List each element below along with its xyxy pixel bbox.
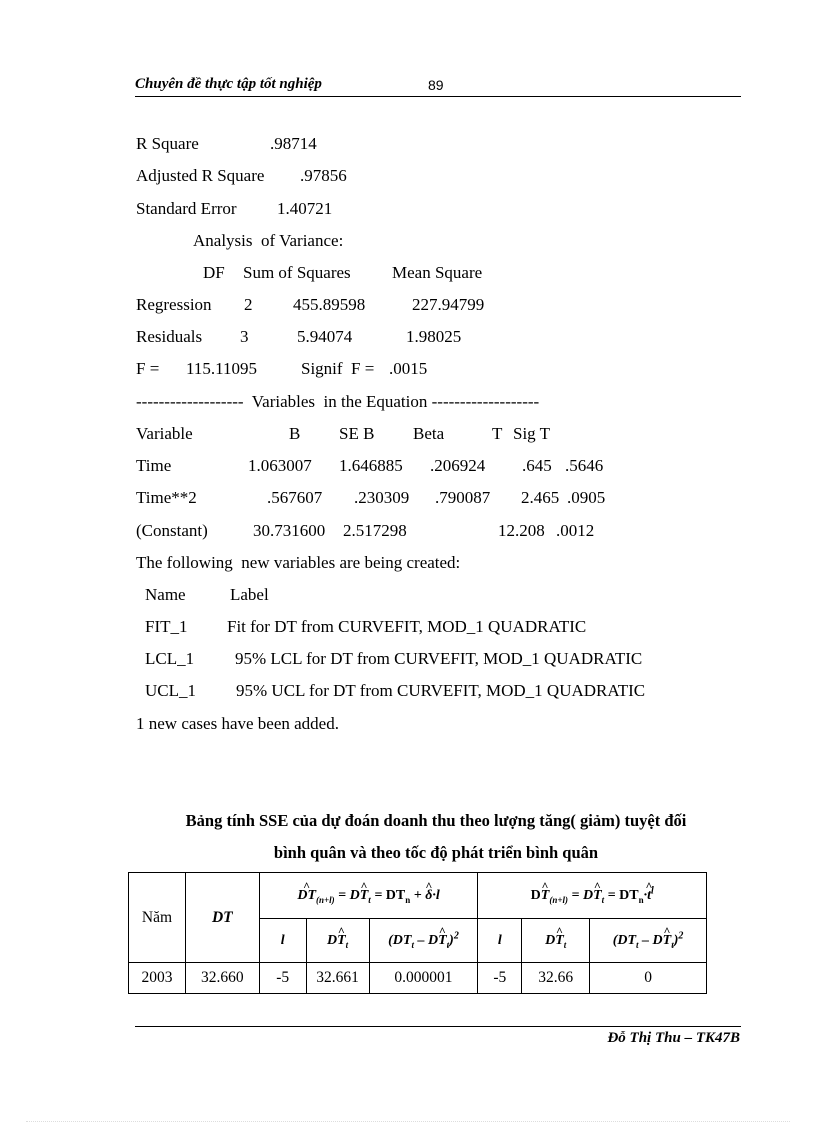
- new-var-name: FIT_1: [145, 617, 188, 636]
- squared-error-cell-2: 0: [590, 963, 707, 994]
- new-var-row: [0, 649, 816, 671]
- signif-value: .0015: [389, 359, 428, 378]
- anova-ms-header: Mean Square: [392, 263, 483, 282]
- formula-avg-change: ^ $DT_{(n+l)}$ = D^ $T_t = DT_n$ + ^ δ·l: [259, 873, 478, 919]
- page-bottom-dotted-line: [26, 1121, 790, 1122]
- regression-ss: 455.89598: [293, 295, 366, 314]
- var-header-seb: SE B: [339, 424, 375, 443]
- new-var-name: UCL_1: [145, 681, 196, 700]
- time2-t: 2.465: [521, 488, 560, 507]
- regression-ms: 227.94799: [412, 295, 485, 314]
- anova-ss-header: Sum of Squares: [243, 263, 351, 282]
- l-cell: -5: [259, 963, 306, 994]
- new-var-name: LCL_1: [145, 649, 195, 668]
- name-header: Name: [145, 585, 186, 604]
- created-text: The following new variables are being created:: [136, 553, 461, 572]
- squared-error-header-2: ($DT_t$ – D^ $T_t)^2$: [590, 919, 707, 963]
- time2-row: [0, 488, 816, 510]
- var-header-t: T: [492, 424, 503, 443]
- dt-hat-header-2: D^ $T_t$: [522, 919, 590, 963]
- created-line: [0, 553, 816, 575]
- table-row: [129, 963, 707, 994]
- squared-error-cell: 0.000001: [369, 963, 478, 994]
- regression-line: [0, 295, 816, 317]
- time-b: 1.063007: [248, 456, 312, 475]
- page-header: [135, 76, 741, 97]
- signif-label: Signif F =: [301, 359, 375, 378]
- residuals-df: 3: [240, 327, 249, 346]
- table-caption-line-1: Bảng tính SSE của dự đoán doanh thu theo lượng tăng( giảm) tuyệt đối: [185, 811, 687, 830]
- f-line: [0, 359, 816, 381]
- new-var-label: 95% LCL for DT from CURVEFIT, MOD_1 QUADRATIC: [235, 649, 643, 668]
- std-error-value: 1.40721: [277, 199, 333, 218]
- r-square-label: R Square: [136, 134, 199, 153]
- constant-t: 12.208: [498, 521, 545, 540]
- constant-seb: 2.517298: [343, 521, 407, 540]
- new-var-row: [0, 617, 816, 639]
- variables-title: ------------------- Variables in the Equation -------------------: [136, 392, 540, 411]
- time2-name: Time**2: [136, 488, 197, 507]
- residuals-label: Residuals: [136, 327, 203, 346]
- l-cell-2: -5: [478, 963, 522, 994]
- year-header: Năm: [129, 873, 186, 963]
- var-header-b: B: [289, 424, 301, 443]
- dt-cell: 32.660: [185, 963, 259, 994]
- var-header-variable: Variable: [136, 424, 193, 443]
- f-value: 115.11095: [186, 359, 257, 378]
- label-header: Label: [230, 585, 269, 604]
- squared-error-header: ($DT_t$ – D^ $T_t)^2$: [369, 919, 478, 963]
- residuals-ms: 1.98025: [406, 327, 462, 346]
- time2-seb: .230309: [354, 488, 410, 507]
- sse-table: [128, 872, 707, 994]
- time-seb: 1.646885: [339, 456, 403, 475]
- time2-b: .567607: [267, 488, 323, 507]
- constant-b: 30.731600: [253, 521, 326, 540]
- new-var-row: [0, 681, 816, 703]
- adj-r-square-line: [0, 166, 816, 188]
- constant-sigt: .0012: [556, 521, 595, 540]
- anova-df-header: DF: [203, 263, 225, 282]
- new-var-label: 95% UCL for DT from CURVEFIT, MOD_1 QUADRATIC: [236, 681, 646, 700]
- residuals-line: [0, 327, 816, 349]
- regression-label: Regression: [136, 295, 212, 314]
- time2-beta: .790087: [435, 488, 491, 507]
- time-beta: .206924: [430, 456, 486, 475]
- r-square-line: [0, 134, 816, 156]
- var-header-sigt: Sig T: [513, 424, 551, 443]
- r-square-value: .98714: [270, 134, 317, 153]
- f-label: F =: [136, 359, 160, 378]
- document-title: Chuyên đề thực tập tốt nghiệp: [135, 76, 322, 92]
- constant-row: [0, 521, 816, 543]
- time-sigt: .5646: [565, 456, 604, 475]
- time-name: Time: [136, 456, 172, 475]
- anova-title-line: [0, 231, 816, 253]
- l-header-2: l: [478, 919, 522, 963]
- variables-header-line: [0, 424, 816, 446]
- page-number: 89: [428, 77, 444, 93]
- dt-hat-header: D^ $T_t$: [306, 919, 369, 963]
- std-error-label: Standard Error: [136, 199, 237, 218]
- added-text: 1 new cases have been added.: [136, 714, 339, 733]
- adj-r-square-value: .97856: [300, 166, 347, 185]
- time2-sigt: .0905: [567, 488, 606, 507]
- table-caption-line-2: bình quân và theo tốc độ phát triển bình quân: [273, 843, 599, 862]
- var-header-beta: Beta: [413, 424, 445, 443]
- year-cell: 2003: [129, 963, 186, 994]
- residuals-ss: 5.94074: [297, 327, 353, 346]
- dt-hat-cell-2: 32.66: [522, 963, 590, 994]
- l-header: l: [259, 919, 306, 963]
- dt-header: DT: [185, 873, 259, 963]
- dt-hat-cell: 32.661: [306, 963, 369, 994]
- regression-df: 2: [244, 295, 253, 314]
- anova-header-line: [0, 263, 816, 285]
- time-row: [0, 456, 816, 478]
- time-t: .645: [522, 456, 552, 475]
- std-error-line: [0, 199, 816, 221]
- formula-avg-growth: D^ $T_{(n+l)}$ = D^ $T_t$ = $DT_n\cdot\^{}$ $t^l$: [478, 873, 707, 919]
- constant-name: (Constant): [136, 521, 208, 540]
- variables-title-line: [0, 392, 816, 414]
- footer-author: Đỗ Thị Thu – TK47B: [607, 1030, 740, 1046]
- footer-divider: [135, 1026, 741, 1027]
- new-var-label: Fit for DT from CURVEFIT, MOD_1 QUADRATIC: [227, 617, 587, 636]
- added-line: [0, 714, 816, 736]
- adj-r-square-label: Adjusted R Square: [136, 166, 265, 185]
- anova-title: Analysis of Variance:: [193, 231, 344, 250]
- name-label-header-line: [0, 585, 816, 607]
